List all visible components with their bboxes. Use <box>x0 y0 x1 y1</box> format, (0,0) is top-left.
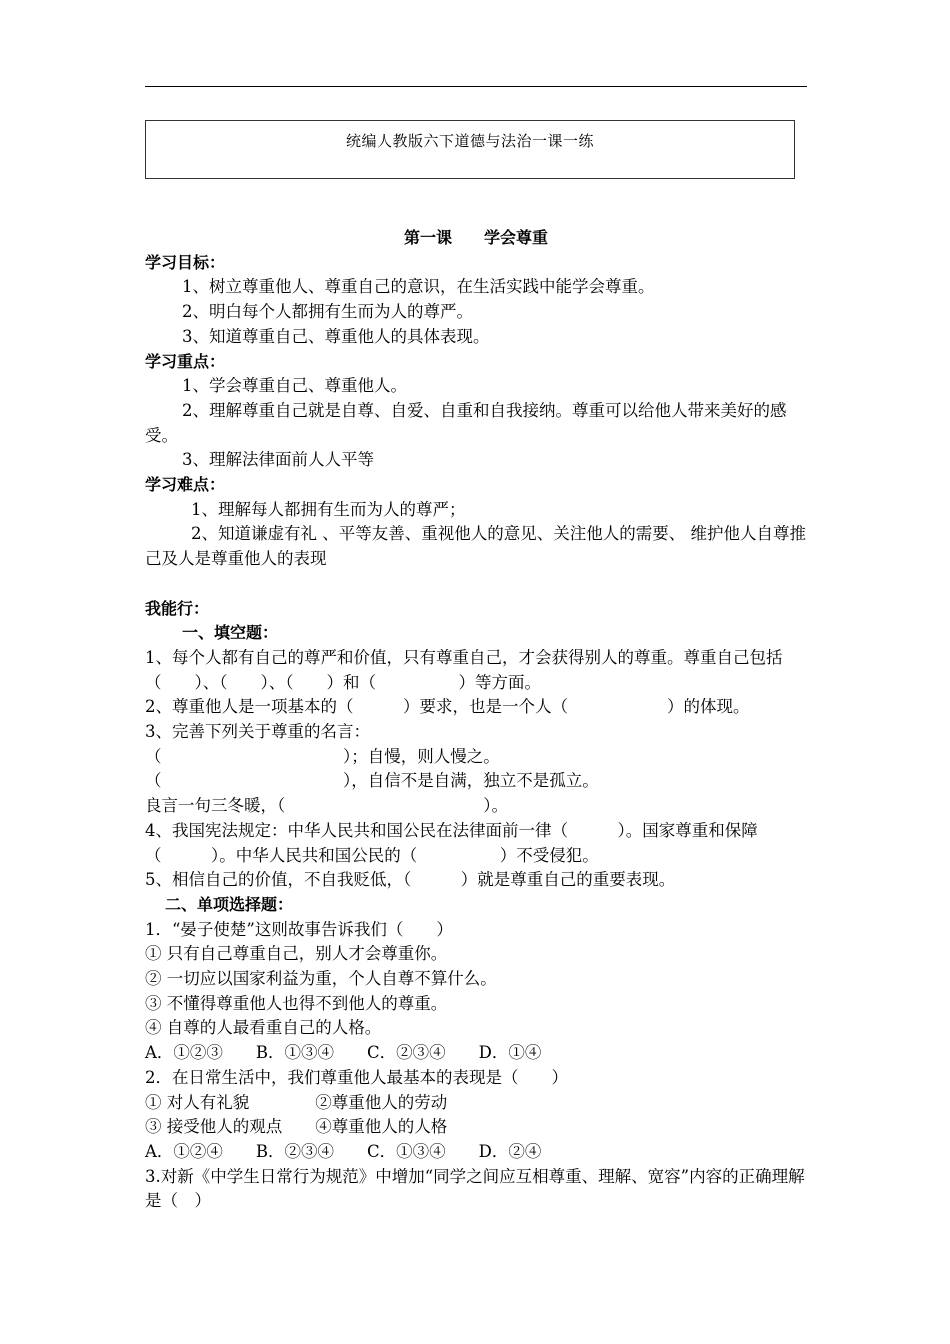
goal-item: 1、树立尊重他人、尊重自己的意识，在生活实践中能学会尊重。 <box>182 277 655 297</box>
key-heading: 学习重点： <box>145 351 226 371</box>
lesson-title: 第一课 学会尊重 <box>403 228 548 247</box>
header-box <box>145 120 795 179</box>
q2-answers: A．①②④ B．②③④ C．①③④ D．②④ <box>145 1142 542 1161</box>
difficult-item: 2、知道谦虚有礼 、平等友善、重视他人的意见、关注他人的需要、 维护他人自尊推己及人是尊重他人的表现 <box>145 524 806 569</box>
q2-stem: 2．在日常生活中，我们尊重他人最基本的表现是（ ） <box>145 1067 568 1087</box>
q2-option: ③ 接受他人的观点 ④尊重他人的人格 <box>145 1117 448 1137</box>
fill-question: 2、尊重他人是一项基本的（ ）要求，也是一个人（ ）的体现。 <box>145 697 750 717</box>
document-body <box>145 226 807 1214</box>
choice-heading: 二、单项选择题： <box>165 894 294 914</box>
fill-question: 4、我国宪法规定：中华人民共和国公民在法律面前一律（ ）。国家尊重和保障（ ）。中华人民共和国公民的（ ）不受侵犯。 <box>145 820 758 865</box>
key-item: 3、理解法律面前人人平等 <box>182 450 374 470</box>
header-rule <box>145 86 807 87</box>
difficult-heading: 学习难点： <box>145 475 226 495</box>
goal-item: 2、明白每个人都拥有生而为人的尊严。 <box>182 302 473 322</box>
q1-answers: A．①②③ B．①③④ C．②③④ D．①④ <box>145 1043 542 1063</box>
fill-question: 1、每个人都有自己的尊严和价值，只有尊重自己，才会获得别人的尊重。尊重自己包括（ ）、（ ）、（ ）和（ ）等方面。 <box>145 647 783 692</box>
q2-option: ① 对人有礼貌 ②尊重他人的劳动 <box>145 1092 448 1112</box>
fill-blank-line: （ ）；自慢，则人慢之。 <box>145 746 500 766</box>
q1-option: ② 一切应以国家利益为重，个人自尊不算什么。 <box>145 969 497 989</box>
q1-option: ③ 不懂得尊重他人也得不到他人的尊重。 <box>145 993 448 1013</box>
q1-option: ④ 自尊的人最看重自己的人格。 <box>145 1018 382 1038</box>
q1-stem: 1．“晏子使楚”这则故事告诉我们（ ） <box>145 919 453 939</box>
practice-heading: 我能行： <box>145 598 210 618</box>
fill-heading: 一、填空题： <box>182 623 279 643</box>
fill-blank-line: 良言一句三冬暖，（ ）。 <box>145 796 508 816</box>
spacer <box>145 572 807 597</box>
goals-heading: 学习目标： <box>145 252 226 272</box>
key-item: 2、理解尊重自己就是自尊、自爱、自重和自我接纳。尊重可以给他人带来美好的感受。 <box>145 400 787 445</box>
q1-option: ① 只有自己尊重自己，别人才会尊重你。 <box>145 944 448 964</box>
fill-question: 5、相信自己的价值，不自我贬低，（ ）就是尊重自己的重要表现。 <box>145 870 676 890</box>
difficult-item: 1、理解每人都拥有生而为人的尊严； <box>191 499 466 519</box>
fill-question: 3、完善下列关于尊重的名言： <box>145 722 370 742</box>
q3-stem: 3.对新《中学生日常行为规范》中增加“同学之间应互相尊重、理解、宽容”内容的正确理解是（ ） <box>145 1166 805 1211</box>
key-item: 1、学会尊重自己、尊重他人。 <box>182 376 407 396</box>
header-box-text: 统编人教版六下道德与法治一课一练 <box>345 132 594 150</box>
goal-item: 3、知道尊重自己、尊重他人的具体表现。 <box>182 326 490 346</box>
fill-blank-line: （ ），自信不是自满，独立不是孤立。 <box>145 771 599 791</box>
